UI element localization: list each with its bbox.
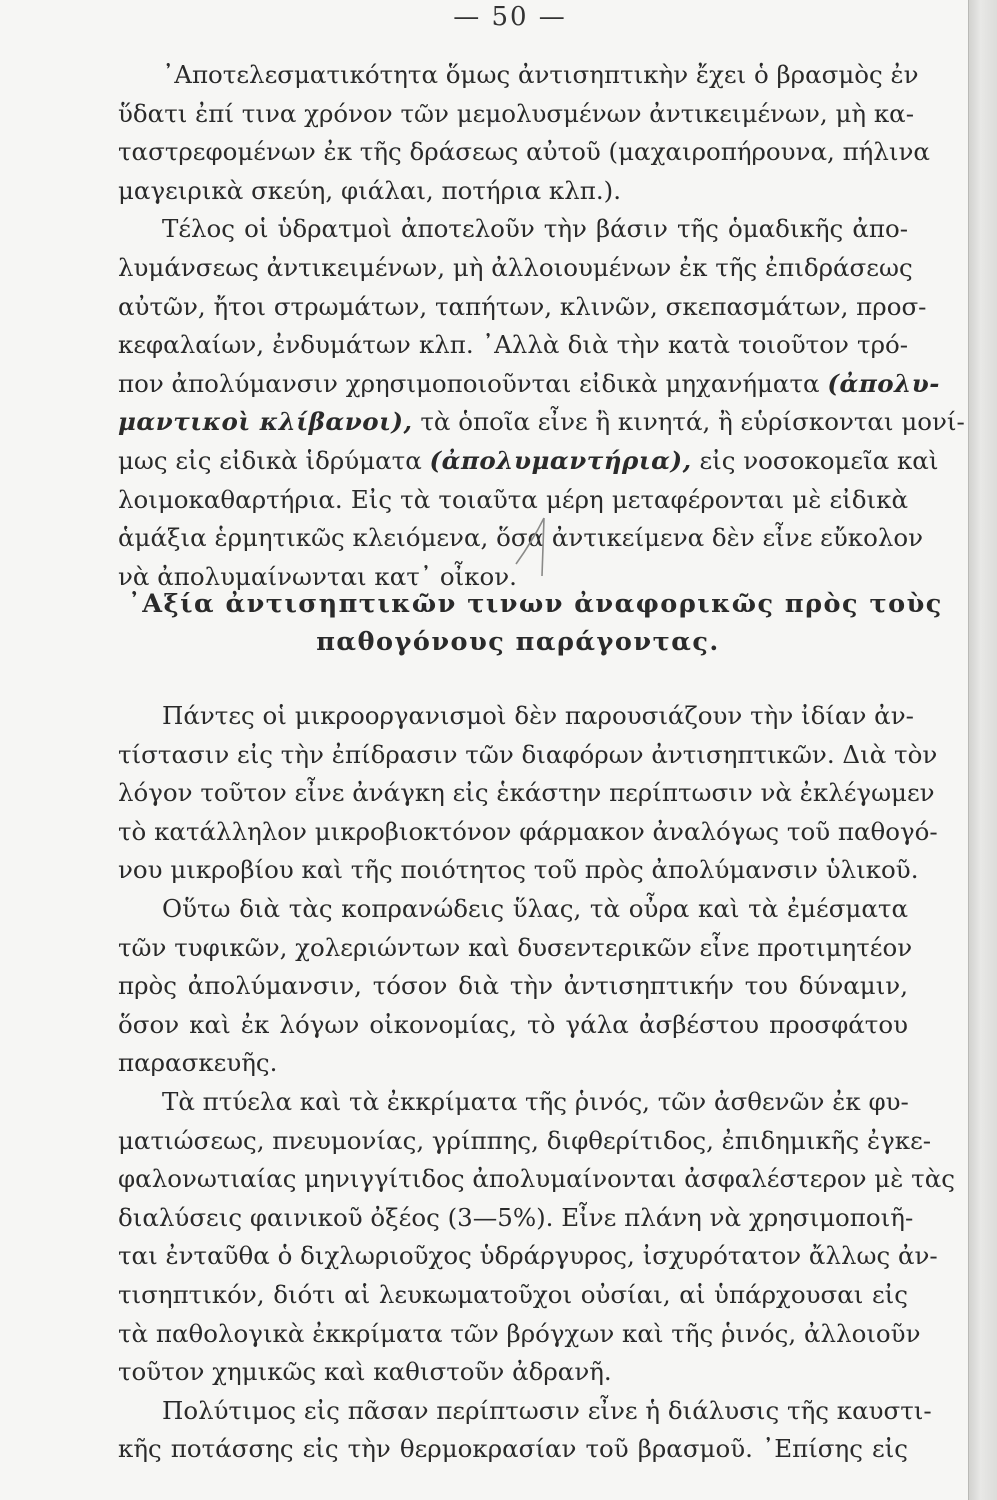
text-line: λόγον τοῦτον εἶνε ἀνάγκη εἰς ἑκάστην περίπτωσιν νὰ ἐκλέγωμεν	[118, 778, 935, 808]
text-line: νὰ ἀπολυμαίνωνται κατ᾿ οἶκον.	[118, 561, 517, 591]
text-line: τὸ κατάλληλον μικροβιοκτόνον φάρμακον ἀναλόγως τοῦ παθογό-	[118, 816, 938, 846]
text-line: παρασκευῆς.	[118, 1048, 278, 1078]
heading-line: ᾿Αξία ἀντισηπτικῶν τινων ἀναφορικῶς πρὸς τοὺς	[128, 589, 943, 619]
text-line: ἁμάξια ἑρμητικῶς κλειόμενα, ὅσα ἀντικείμενα δὲν εἶνε εὔκολον	[118, 523, 924, 553]
text-line: φαλονωτιαίας μηνιγγίτιδος ἀπολυμαίνονται ἀσφαλέστερον μὲ τὰς	[118, 1164, 955, 1194]
text-line: τίστασιν εἰς τὴν ἐπίδρασιν τῶν διαφόρων ἀντισηπτικῶν. Διὰ τὸν	[118, 739, 938, 769]
text-line: νου μικροβίου καὶ τῆς ποιότητος τοῦ πρὸς ἀπολύμανσιν ὑλικοῦ.	[118, 855, 919, 885]
text-line	[118, 442, 939, 481]
text-line: ᾿Αποτελεσματικότητα ὅμως ἀντισηπτικὴν ἔχει ὁ βρασμὸς ἐν	[162, 60, 919, 89]
emphasized-term: μαντικοὶ κλίβανοι),	[118, 407, 413, 437]
text-line: ὅσον καὶ ἐκ λόγων οἰκονομίας, τὸ γάλα ἀσβέστου προσφάτου	[118, 1009, 908, 1039]
text-line: κεφαλαίων, ἐνδυμάτων κλπ. ᾿Αλλὰ διὰ τὴν κατὰ τοιοῦτον τρό-	[118, 330, 908, 360]
text-line: μαγειρικὰ σκεύη, φιάλαι, ποτήρια κλπ.).	[118, 175, 622, 205]
text-line: λυμάνσεως ἀντικειμένων, μὴ ἀλλοιουμένων ἐκ τῆς ἐπιδράσεως	[118, 252, 913, 282]
text-line: Οὕτω διὰ τὰς κοπρανώδεις ὕλας, τὰ οὖρα καὶ τὰ ἐμέσματα	[162, 893, 908, 923]
text-line	[118, 365, 940, 404]
text-line: τισηπτικόν, διότι αἱ λευκωματοῦχοι οὐσίαι, αἱ ὑπάρχουσαι εἰς	[118, 1279, 908, 1309]
section-antiseptics	[118, 697, 955, 1469]
text-line: τῶν τυφικῶν, χολεριώντων καὶ δυσεντερικῶν εἶνε προτιμητέον	[118, 932, 913, 962]
text-line: τοῦτον χημικῶς καὶ καθιστοῦν ἀδρανῆ.	[118, 1357, 612, 1387]
text-line: πρὸς ἀπολύμανσιν, τόσον διὰ τὴν ἀντισηπτικήν του δύναμιν,	[118, 971, 908, 1001]
text-line: λοιμοκαθαρτήρια. Εἰς τὰ τοιαῦτα μέρη μεταφέρονται μὲ εἰδικὰ	[118, 484, 908, 514]
text-line: ται ἐνταῦθα ὁ διχλωριοῦχος ὑδράργυρος, ἰσχυρότατον ἄλλως ἀν-	[118, 1241, 938, 1271]
text-line: ταστρεφομένων ἐκ τῆς δράσεως αὐτοῦ (μαχαιροπήρουνα, πήλινα	[118, 137, 930, 167]
text-fragment: πον ἀπολύμανσιν χρησιμοποιοῦνται εἰδικὰ μηχανήματα	[118, 368, 820, 398]
text-fragment: μως εἰς εἰδικὰ ἱδρύματα	[118, 445, 422, 475]
text-line: Τὰ πτύελα καὶ τὰ ἐκκρίματα τῆς ῥινός, τῶν ἀσθενῶν ἐκ φυ-	[162, 1086, 909, 1116]
section-heading	[128, 585, 943, 661]
emphasized-term: (ἀπολυμαντήρια),	[429, 445, 692, 475]
text-line: διαλύσεις φαινικοῦ ὀξέος (3—5%). Εἶνε πλάνη νὰ χρησιμοποιῆ-	[118, 1202, 914, 1232]
text-line: κῆς ποτάσσης εἰς τὴν θερμοκρασίαν τοῦ βρασμοῦ. ᾿Επίσης εἰς	[118, 1434, 908, 1464]
text-fragment: τὰ ὁποῖα εἶνε ἢ κινητά, ἢ εὑρίσκονται μονί-	[420, 407, 965, 437]
emphasized-term: (ἀπολυ-	[827, 368, 940, 398]
text-line: τὰ παθολογικὰ ἐκκρίματα τῶν βρόγχων καὶ τῆς ῥινός, ἀλλοιοῦν	[118, 1318, 921, 1348]
text-line: αὐτῶν, ἤτοι στρωμάτων, ταπήτων, κλινῶν, σκεπασμάτων, προσ-	[118, 291, 927, 321]
text-fragment: εἰς νοσοκομεῖα καὶ	[699, 445, 939, 475]
page-number: — 50 —	[453, 2, 567, 32]
text-line: Πάντες οἱ μικροοργανισμοὶ δὲν παρουσιάζουν τὴν ἰδίαν ἀν-	[162, 701, 914, 730]
book-gutter	[968, 0, 997, 1500]
text-line: ματιώσεως, πνευμονίας, γρίππης, διφθερίτιδος, ἐπιδημικῆς ἐγκε-	[118, 1125, 932, 1155]
pencil-mark-icon	[512, 512, 552, 582]
heading-line: παθογόνους παράγοντας.	[316, 627, 720, 657]
text-line: Τέλος οἱ ὑδρατμοὶ ἀποτελοῦν τὴν βάσιν τῆς ὁμαδικῆς ἀπο-	[162, 214, 908, 244]
text-line: Πολύτιμος εἰς πᾶσαν περίπτωσιν εἶνε ἡ διάλυσις τῆς καυστι-	[162, 1395, 932, 1425]
text-line: ὕδατι ἐπί τινα χρόνον τῶν μεμολυσμένων ἀντικειμένων, μὴ κα-	[118, 98, 914, 128]
text-line	[118, 403, 965, 442]
